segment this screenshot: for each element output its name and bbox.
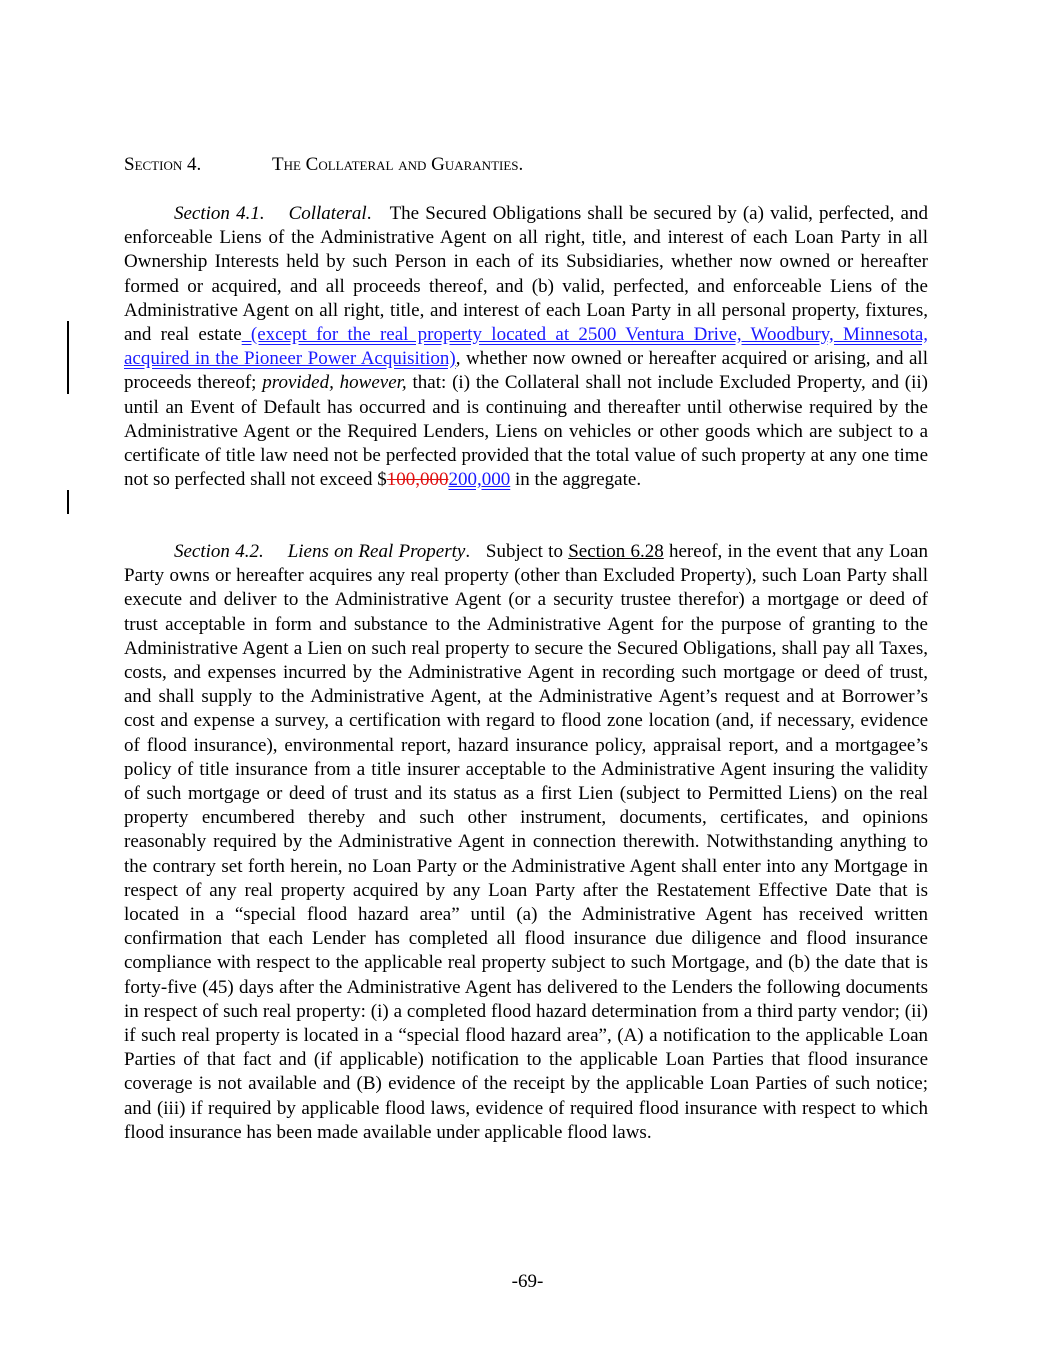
- deleted-amount: 100,000: [386, 469, 449, 491]
- section-4-1-label: Section 4.1.: [174, 203, 265, 224]
- section-4-2-heading: Liens on Real Property: [287, 541, 466, 562]
- section-4-1-heading: Collateral: [288, 203, 367, 224]
- body-text: , whether now owned or hereafter acquired or arising, and all proceeds thereof;: [124, 348, 928, 394]
- proviso-text: provided, however,: [262, 372, 407, 394]
- section-4-2-paragraph: Section 4.2. Liens on Real Property. Subject to Section 6.28 hereof, in the event that any Loan Party owns or hereafter acquires any real property (other than Excluded Property), such Loan Party shall execute and deliver to the Administrative Agent (or a security trustee therefor) a mortgage or deed of trust acceptable in form and substance to the Administrative Agent for the purpose of granting to the Administrative Agent a Lien on such real property to secure the Secured Obligations, shall pay all Taxes, costs, and expenses incurred by the Administrative Agent in recording such mortgage or deed of trust, and shall supply to the Administrative Agent, at the Administrative Agent’s request and at Borrower’s cost and expense a survey, a certification with regard to flood zone location (and, if necessary, evidence of flood insurance), environmental report, hazard insurance policy, appraisal report, and a mortgagee’s policy of title insurance from a title insurer acceptable to the Administrative Agent insuring the validity of such mortgage or deed of trust and its status as a first Lien (subject to Permitted Liens) on the real property encumbered thereby and such other instrument, documents, certificates, and opinions reasonably required by the Administrative Agent in connection therewith. Notwithstanding anything to the contrary set forth herein, no Loan Party or the Administrative Agent shall enter into any Mortgage in respect of any real property acquired by any Loan Party after the Restatement Effective Date that is located in a “special flood hazard area” until (a) the Administrative Agent has received written confirmation that each Lender has completed all flood insurance due diligence and flood insurance compliance with respect to the applicable real property subject to such Mortgage, and (b) the date that is forty-five (45) days after the Administrative Agent has delivered to the Lenders the following documents in respect of such real property: (i) a completed flood hazard determination from a third party vendor; (ii) if such real property is located in a “special flood hazard area”, (A) a notification to the applicable Loan Parties of that fact and (if applicable) notification to the applicable Loan Parties that flood insurance coverage is not available and (B) evidence of the receipt by the applicable Loan Parties of such notice; and (iii) if required by applicable flood laws, evidence of required flood insurance with respect to which flood insurance has been made available under applicable flood laws.: [124, 541, 928, 1143]
- revision-bar: [67, 321, 69, 394]
- section-reference: Section 6.28: [568, 541, 664, 562]
- section-4-1-paragraph: Section 4.1. Collateral. The Secured Obligations shall be secured by (a) valid, perfected, and enforceable Liens of the Administrative Agent on all right, title, and interest of each Loan Party in all Ownership Interests held by such Person in each of its Subsidiaries, whether now owned or hereafter formed or acquired, and all proceeds thereof, and (b) valid, perfected, and enforceable Liens of the Administrative Agent on all right, title, and interest of each Loan Party in all personal property, fixtures, and real estate (except for the real property located at 2500 Ventura Drive, Woodbury, Minnesota, acquired in the Pioneer Power Acquisition), whether now owned or hereafter acquired or arising, and all proceeds thereof; provided, however, that: (i) the Collateral shall not include Excluded Property, and (ii) until an Event of Default has occurred and is continuing and thereafter until otherwise required by the Administrative Agent or the Required Lenders, Liens on vehicles or other goods which are subject to a certificate of title law need not be perfected provided that the total value of such property at any one time not so perfected shall not exceed $100,000200,000 in the aggregate.: [124, 203, 929, 491]
- body-text: The Secured Obligations shall be secured by (a) valid, perfected, and enforceable Liens of the Administrative Agent on all right, title, and interest of each Loan Party in all Ownership Interests held by such Person in each of its Subsidiaries, whether now owned or hereafter formed or acquired, and all proceeds thereof, and (b) valid, perfected, and enforceable Liens of the Administrative Agent on all right, title, and interest of each Loan Party in all personal property, fixtures, and real estate: [124, 203, 928, 346]
- section-number: Section 4.: [124, 154, 202, 175]
- body-text: that: (i) the Collateral shall not include Excluded Property, and (ii) until an Event of Default has occurred and is continuing and thereafter until otherwise required by the Administrative Agent or the Required Lenders, Liens on vehicles or other goods which are subject to a certificate of title law need not be perfected provided that the total value of such property at any one time not so perfected shall not exceed $: [124, 372, 928, 491]
- body-text: hereof, in the event that any Loan Party owns or hereafter acquires any real property (other than Excluded Property), such Loan Party shall execute and deliver to the Administrative Agent (or a security trustee therefor) a mortgage or deed of trust acceptable in form and substance to the Administrative Agent for the purpose of granting to the Administrative Agent a Lien on such real property to secure the Secured Obligations, shall pay all Taxes, costs, and expenses incurred by the Administrative Agent in recording such mortgage or deed of trust, and shall supply to the Administrative Agent, at the Administrative Agent’s request and at Borrower’s cost and expense a survey, a certification with regard to flood zone location (and, if necessary, evidence of flood insurance), environmental report, hazard insurance policy, appraisal report, and a mortgagee’s policy of title insurance from a title insurer acceptable to the Administrative Agent insuring the validity of such mortgage or deed of trust and its status as a first Lien (subject to Permitted Liens) on the real property encumbered thereby and such other instrument, documents, certificates, and opinions reasonably required by the Administrative Agent in connection therewith. Notwithstanding anything to the contrary set forth herein, no Loan Party or the Administrative Agent shall enter into any Mortgage in respect of any real property acquired by any Loan Party after the Restatement Effective Date that is located in a “special flood hazard area” until (a) the Administrative Agent has received written confirmation that each Lender has completed all flood insurance due diligence and flood insurance compliance with respect to the applicable real property subject to such Mortgage, and (b) the date that is forty-five (45) days after the Administrative Agent has delivered to the Lenders the following documents in respect of such real property: (i) a completed flood hazard determination from a third party vendor; (ii) if such real property is located in a “special flood hazard area”, (A) a notification to the applicable Loan Parties of that fact and (if applicable) notification to the applicable Loan Parties that flood insurance coverage is not available and (B) evidence of the receipt by the applicable Loan Parties of such notice; and (iii) if required by applicable flood laws, evidence of required flood insurance with respect to which flood insurance has been made available under applicable flood laws.: [124, 541, 928, 1143]
- body-text: in the aggregate.: [510, 469, 642, 491]
- section-4-2-label: Section 4.2.: [174, 541, 264, 562]
- section-title: The Collateral and Guaranties.: [272, 154, 524, 175]
- page-number: -69-: [511, 1271, 544, 1292]
- revision-bar: [67, 490, 69, 514]
- body-text: Subject to: [485, 541, 569, 562]
- inserted-text: (except for the real property located at 2500 Ventura Drive, Woodbury, Minnesota, acquired in the Pioneer Power Acquisition): [124, 324, 929, 370]
- inserted-amount: 200,000: [448, 469, 511, 491]
- section-heading: [124, 153, 524, 177]
